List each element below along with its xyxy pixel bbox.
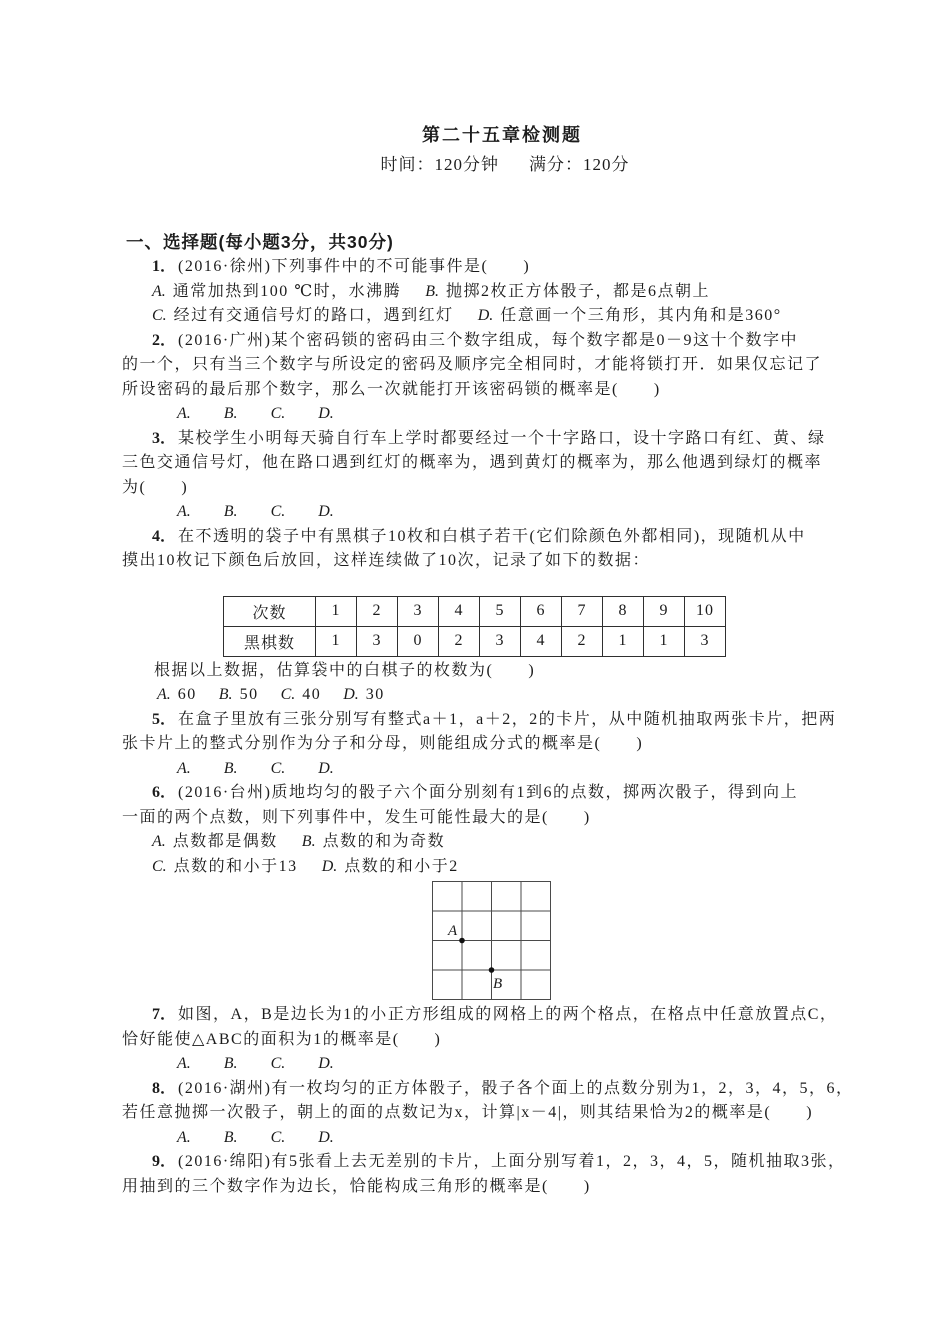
q6-stem-line-2: 一面的两个点数，则下列事件中，发生可能性最大的是( ) <box>122 808 591 826</box>
q8-option-b: B. <box>223 1128 238 1146</box>
q5-option-a: A. <box>177 759 191 777</box>
table-row-label: 次数 <box>224 596 316 626</box>
table-cell: 2 <box>562 626 603 656</box>
q2-option-a: A. <box>177 405 191 422</box>
q7-option-d: D. <box>318 1055 334 1072</box>
option-label: B. <box>301 833 316 850</box>
table-row-black-counts <box>224 626 726 656</box>
q8-option-a: A. <box>177 1128 191 1146</box>
point-b-dot <box>489 967 495 973</box>
q4-after-table-text: 根据以上数据，估算袋中的白棋子的枚数为( ) <box>154 661 536 679</box>
exam-score-label: 满分：120分 <box>529 155 630 174</box>
q7-grid-figure <box>432 881 832 1003</box>
q6-option-b <box>302 830 445 855</box>
q5-option-letters <box>122 757 832 782</box>
table-cell: 0 <box>398 626 439 656</box>
q3-option-d: D. <box>318 503 334 520</box>
grid-lines <box>433 882 551 1000</box>
option-text: 50 <box>239 686 259 703</box>
q1-option-a <box>152 280 401 305</box>
q7-stem-line-1 <box>122 1003 838 1028</box>
q1-options-row-1 <box>122 280 832 305</box>
option-label: B. <box>218 686 233 703</box>
option-label: C. <box>152 857 167 875</box>
q4-option-b <box>219 683 259 708</box>
table-cell: 8 <box>603 596 644 626</box>
table-row-label: 黑棋数 <box>224 626 316 656</box>
table-cell: 3 <box>357 626 398 656</box>
q6-option-a <box>152 830 278 855</box>
section-one-heading: 一、选择题(每小题3分，共30分) <box>126 232 394 252</box>
option-label: D. <box>343 686 359 703</box>
point-a-label: A <box>448 923 458 939</box>
q7-option-a: A. <box>177 1055 191 1072</box>
option-label: D. <box>477 307 494 324</box>
q4-option-d <box>343 683 385 708</box>
q6-options-row-2 <box>122 855 832 880</box>
table-cell: 1 <box>316 596 357 626</box>
unit-grid-svg <box>432 881 553 1002</box>
q4-stem-line-2: 摸出10枚记下颜色后放回，这样连续做了10次，记录了如下的数据： <box>122 552 651 569</box>
q2-option-letters <box>122 402 832 427</box>
q2-stem-line-3: 所设密码的最后那个数字，那么一次就能打开该密码锁的概率是( ) <box>122 380 661 398</box>
q7-option-c: C. <box>270 1055 286 1072</box>
page-title: 第二十五章检测题 <box>422 125 582 145</box>
q4-stem-text: 在不透明的袋子中有黑棋子10枚和白棋子若干(它们除颜色外都相同)，现随机从中 <box>178 527 806 545</box>
table-cell: 4 <box>439 596 480 626</box>
q7-stem-line-2: 恰好能使△ABC的面积为1的概率是( ) <box>122 1030 442 1048</box>
option-text: 点数的和为奇数 <box>322 833 446 850</box>
exam-meta <box>150 153 860 177</box>
q1-option-b <box>425 280 710 305</box>
q5-stem-text: 在盒子里放有三张分别写有整式a＋1，a＋2，2的卡片，从中随机抽取两张卡片，把两 <box>178 710 837 728</box>
option-label: A. <box>152 282 166 300</box>
q1-option-c <box>152 304 454 329</box>
q3-option-b: B. <box>223 503 238 520</box>
q3-stem-line-1 <box>122 427 832 452</box>
option-text: 点数的和小于13 <box>173 857 298 875</box>
option-text: 60 <box>177 686 197 703</box>
table-cell: 3 <box>398 596 439 626</box>
q5-stem-line-2: 张卡片上的整式分别作为分子和分母，则能组成分式的概率是( ) <box>122 735 644 752</box>
q5-option-c: C. <box>270 759 286 777</box>
option-label: A. <box>157 686 171 703</box>
q2-option-d: D. <box>318 405 334 422</box>
q3-stem-text: 某校学生小明每天骑自行车上学时都要经过一个十字路口，设十字路口有红、黄、绿 <box>178 429 826 447</box>
option-text: 30 <box>365 686 385 703</box>
q3-option-c: C. <box>270 503 286 520</box>
option-text: 40 <box>302 686 322 703</box>
table-cell: 7 <box>562 596 603 626</box>
table-cell: 1 <box>644 626 685 656</box>
table-cell: 3 <box>685 626 726 656</box>
table-row-trials <box>224 596 726 626</box>
table-cell: 9 <box>644 596 685 626</box>
option-label: A. <box>152 833 166 850</box>
q4-stem-line-1 <box>122 525 832 550</box>
q7-number: 7． <box>152 1006 177 1023</box>
table-cell: 5 <box>480 596 521 626</box>
q8-option-letters <box>122 1126 832 1151</box>
q1-stem <box>122 255 832 280</box>
q6-option-d <box>322 855 459 880</box>
q4-frequency-table <box>223 596 726 657</box>
q8-option-d: D. <box>318 1128 334 1146</box>
q9-stem-line-1 <box>122 1150 846 1175</box>
q8-stem-line-1 <box>122 1077 854 1102</box>
q5-number: 5． <box>152 710 177 728</box>
q8-stem-text: (2016·湖州)有一枚均匀的正方体骰子，骰子各个面上的点数分别为1，2，3，4，5，6， <box>178 1079 854 1097</box>
q5-stem-line-1 <box>122 708 837 733</box>
q8-stem-line-2: 若任意抛掷一次骰子，朝上的面的点数记为x，计算|x－4|，则其结果恰为2的概率是( ) <box>122 1104 814 1121</box>
option-text: 抛掷2枚正方体骰子，都是6点朝上 <box>445 282 710 300</box>
q7-option-b: B. <box>223 1055 238 1072</box>
q3-option-a: A. <box>177 503 191 520</box>
table-cell: 10 <box>685 596 726 626</box>
table-cell: 1 <box>603 626 644 656</box>
option-label: C. <box>280 686 296 703</box>
q2-stem-line-1 <box>122 329 832 354</box>
q1-options-row-2 <box>122 304 832 329</box>
point-a-dot <box>459 938 465 944</box>
q2-option-c: C. <box>270 405 286 422</box>
q6-number: 6． <box>152 784 177 801</box>
q9-stem-line-2: 用抽到的三个数字作为边长，恰能构成三角形的概率是( ) <box>122 1177 591 1195</box>
q9-number: 9． <box>152 1153 177 1170</box>
table-cell: 4 <box>521 626 562 656</box>
q7-option-letters <box>122 1052 832 1077</box>
q2-stem-text: (2016·广州)某个密码锁的密码由三个数字组成，每个数字都是0－9这十个数字中 <box>178 331 799 349</box>
q4-number: 4． <box>152 527 177 545</box>
q2-number: 2． <box>152 331 177 349</box>
table-cell: 2 <box>439 626 480 656</box>
option-text: 点数都是偶数 <box>172 833 278 850</box>
q6-options-row-1 <box>122 830 832 855</box>
table-cell: 6 <box>521 596 562 626</box>
q2-stem-line-2: 的一个，只有当三个数字与所设定的密码及顺序完全相同时，才能将锁打开．如果仅忘记了 <box>122 356 823 373</box>
q6-stem-text: (2016·台州)质地均匀的骰子六个面分别刻有1到6的点数，掷两次骰子，得到向上 <box>178 784 799 801</box>
q4-option-c <box>281 683 322 708</box>
option-label: B. <box>425 282 439 300</box>
table-cell: 2 <box>357 596 398 626</box>
q3-option-letters <box>122 500 832 525</box>
exam-time-label: 时间：120分钟 <box>380 155 499 174</box>
option-label: D. <box>321 857 338 875</box>
point-b-label: B <box>493 976 503 992</box>
q1-number: 1． <box>152 258 177 275</box>
table-cell: 1 <box>316 626 357 656</box>
q6-option-c <box>152 855 298 880</box>
q3-stem-line-3: 为( ) <box>122 478 189 496</box>
q8-option-c: C. <box>270 1128 286 1146</box>
q3-number: 3． <box>152 429 177 447</box>
q5-option-b: B. <box>223 759 238 777</box>
q1-stem-text: (2016·徐州)下列事件中的不可能事件是( ) <box>178 258 531 275</box>
option-text: 通常加热到100 ℃时，水沸腾 <box>172 282 402 300</box>
table-cell: 3 <box>480 626 521 656</box>
q3-stem-line-2: 三色交通信号灯，他在路口遇到红灯的概率为，遇到黄灯的概率为，那么他遇到绿灯的概率 <box>122 454 823 471</box>
q5-option-d: D. <box>318 759 334 777</box>
option-text: 点数的和小于2 <box>344 857 459 875</box>
option-text: 经过有交通信号灯的路口，遇到红灯 <box>173 307 454 324</box>
q9-stem-text: (2016·绵阳)有5张看上去无差别的卡片，上面分别写着1，2，3，4，5，随机抽取3张， <box>178 1153 846 1170</box>
option-text: 任意画一个三角形，其内角和是360° <box>500 307 782 324</box>
q4-options-row <box>122 683 832 708</box>
q6-stem-line-1 <box>122 781 832 806</box>
q8-number: 8． <box>152 1079 177 1097</box>
q1-option-d <box>478 304 782 329</box>
q2-option-b: B. <box>223 405 238 422</box>
option-label: C. <box>152 307 167 324</box>
q7-stem-text: 如图，A，B是边长为1的小正方形组成的网格上的两个格点，在格点中任意放置点C， <box>178 1006 838 1023</box>
q4-option-a <box>157 683 197 708</box>
